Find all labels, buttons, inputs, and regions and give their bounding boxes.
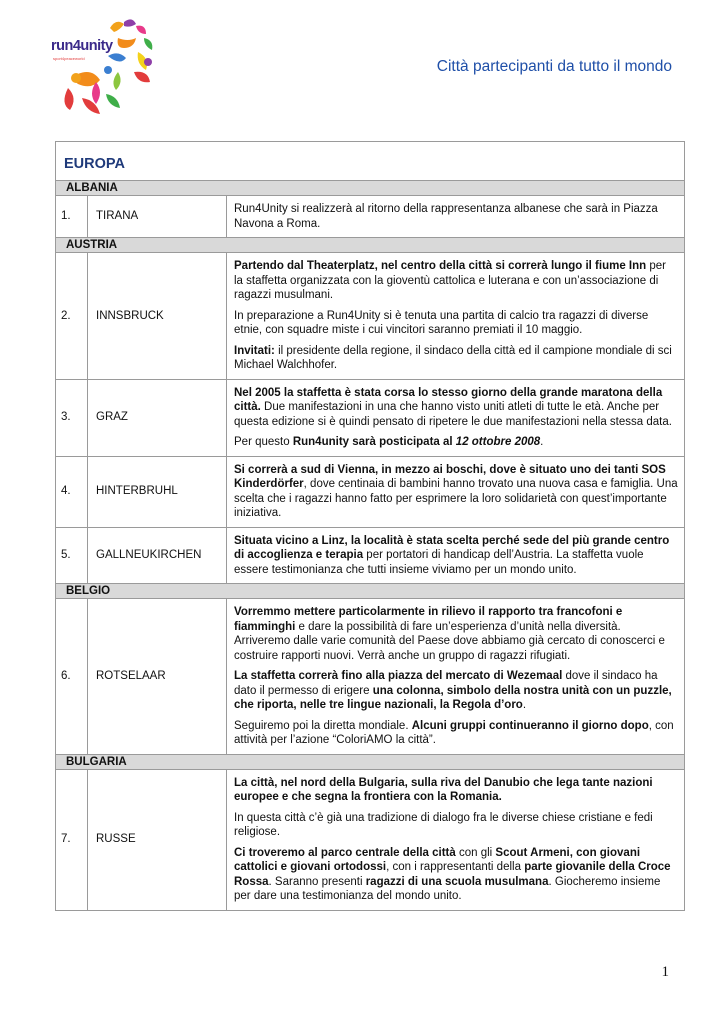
description-text: Alcuni gruppi continueranno il giorno dopo: [411, 719, 649, 732]
description-text: .: [540, 436, 544, 448]
city-number: 5.: [56, 527, 88, 584]
page-title: Città partecipanti da tutto il mondo: [436, 58, 672, 75]
city-description: [227, 379, 685, 456]
description-paragraph: [234, 386, 678, 430]
description-text: ragazzi di una scuola musulmana: [365, 875, 549, 888]
city-description: [227, 527, 685, 584]
description-text: La città, nel nord della Bulgaria, sulla riva del Danubio che lega tante nazioni europee e che segna la frontiera con la Romania.: [234, 776, 653, 803]
description-paragraph: [234, 344, 678, 373]
description-text: In questa città c’è già una tradizione di dialogo fra le diverse chiese cristiane e fedi religiose.: [234, 811, 653, 838]
description-text: Seguiremo poi la diretta mondiale.: [234, 719, 412, 732]
description-text: Invitati:: [234, 344, 275, 357]
description-paragraph: [234, 309, 678, 338]
region-row: [56, 142, 685, 181]
description-paragraph: [234, 534, 678, 578]
city-number: 2.: [56, 253, 88, 380]
city-row: [56, 456, 685, 527]
logo-subtitle: sport4peaceworld: [53, 56, 85, 61]
description-text: Run4unity sarà posticipata al: [292, 436, 456, 448]
country-heading: ALBANIA: [56, 181, 685, 196]
city-row: [56, 769, 685, 910]
city-name: TIRANA: [88, 196, 227, 238]
description-text: , con attività per l’azione “ColoriAMO la città”.: [234, 719, 674, 746]
description-text: una colonna, simbolo della nostra unità con un puzzle, che riporta, nelle tre lingue nazionali, la Regola d’oro: [234, 684, 672, 711]
region-heading: EUROPA: [56, 142, 685, 181]
description-paragraph: [234, 435, 678, 450]
description-text: il presidente della regione, il sindaco della città ed il campione mondiale di sci Michael Walchhofer.: [234, 344, 672, 371]
description-paragraph: [234, 202, 678, 231]
city-number: 1.: [56, 196, 88, 238]
description-paragraph: [234, 259, 678, 303]
description-text: e dare la possibilità di fare un’esperienza d’unità nella diversità. Arriveremo dalle varie comunità del Paese dove abbiamo già cercato di conoscerci e costruire rapporti nuovi. Verrà anche un gruppo di ragazzi rifugiati.: [234, 620, 665, 662]
cities-table-body: [56, 142, 685, 911]
city-name: GRAZ: [88, 379, 227, 456]
country-row: [56, 754, 685, 769]
description-text: La staffetta correrà fino alla piazza del mercato di Wezemaal: [234, 670, 563, 682]
city-name: ROTSELAAR: [88, 599, 227, 755]
city-number: 6.: [56, 599, 88, 755]
city-row: [56, 253, 685, 380]
city-description: [227, 456, 685, 527]
country-heading: BELGIO: [56, 584, 685, 599]
city-number: 4.: [56, 456, 88, 527]
runners-logo-icon: [48, 16, 163, 120]
description-text: . Giocheremo insieme per dare una testimonianza del mondo unito.: [234, 875, 661, 902]
country-heading: AUSTRIA: [56, 238, 685, 253]
city-description: [227, 769, 685, 910]
description-text: Per questo: [234, 436, 293, 448]
city-row: [56, 599, 685, 755]
city-name: GALLNEUKIRCHEN: [88, 527, 227, 584]
country-row: [56, 181, 685, 196]
country-heading: BULGARIA: [56, 754, 685, 769]
description-text: , dove centinaia di bambini hanno trovato una nuova casa e famiglia. Una scelta che i ragazzi hanno fatto per esprimere la loro solidarietà con quest’importante iniziativa.: [234, 478, 678, 519]
description-text: Ci troveremo al parco centrale della città: [234, 846, 456, 859]
description-paragraph: [234, 463, 678, 521]
city-number: 3.: [56, 379, 88, 456]
description-text: Vorremmo mettere particolarmente in rilievo il rapporto tra francofoni e fiamminghi: [234, 606, 623, 633]
city-description: [227, 196, 685, 238]
description-paragraph: [234, 669, 678, 713]
description-text: Due manifestazioni in una che hanno visto uniti atleti di tutte le età. Anche per questa edizione si è quindi pensato di ripetere le due manifestazioni nella stessa data.: [234, 401, 672, 428]
run4unity-logo: [48, 16, 163, 120]
logo-wordmark: run4unity: [51, 38, 113, 54]
cities-table: [55, 141, 685, 911]
city-name: HINTERBRUHL: [88, 456, 227, 527]
city-row: [56, 379, 685, 456]
city-row: [56, 527, 685, 584]
description-text: parte giovanile della Croce Rossa: [234, 861, 671, 888]
city-row: [56, 196, 685, 238]
description-paragraph: [234, 605, 678, 663]
city-description: [227, 599, 685, 755]
description-text: Scout Armeni, con giovani cattolici e giovani ortodossi: [234, 846, 641, 873]
description-text: Si correrà a sud di Vienna, in mezzo ai boschi, dove è situato uno dei tanti SOS Kinderdörfer: [234, 463, 666, 490]
description-text: Partendo dal Theaterplatz, nel centro della città si correrà lungo il fiume Inn: [234, 260, 647, 272]
description-text: con gli: [455, 846, 496, 859]
description-text: .: [522, 699, 527, 711]
description-text: per portatori di handicap dell’Austria. La staffetta vuole essere testimonianza che tutti insieme viviamo per un mondo unito.: [234, 549, 644, 576]
city-name: RUSSE: [88, 769, 227, 910]
city-description: [227, 253, 685, 380]
country-row: [56, 584, 685, 599]
description-text: Run4Unity si realizzerà al ritorno della rappresentanza albanese che sarà in Piazza Navona a Roma.: [234, 203, 658, 230]
page-number: 1: [661, 964, 669, 980]
city-number: 7.: [56, 769, 88, 910]
city-name: INNSBRUCK: [88, 253, 227, 380]
description-text: per la staffetta organizzata con la gioventù cattolica e luterana e con un’associazione di ragazzi musulmani.: [234, 260, 666, 301]
description-text: dove il sindaco ha dato il permesso di erigere: [234, 670, 658, 697]
description-paragraph: [234, 846, 678, 904]
description-text: Situata vicino a Linz, la località è stata scelta perché sede del più grande centro di accoglienza e terapia: [234, 534, 670, 561]
description-paragraph: [234, 811, 678, 840]
description-text: , con i rappresentanti della: [386, 861, 525, 873]
description-text: . Saranno presenti: [268, 875, 366, 888]
country-row: [56, 238, 685, 253]
description-paragraph: [234, 776, 678, 805]
description-paragraph: [234, 719, 678, 748]
description-text: 12 ottobre 2008: [455, 436, 541, 448]
description-text: Nel 2005 la staffetta è stata corsa lo stesso giorno della grande maratona della città.: [234, 386, 663, 413]
description-text: In preparazione a Run4Unity si è tenuta una partita di calcio tra ragazzi di diverse etnie, con squadre miste i cui vincitori saranno premiati il 10 maggio.: [234, 309, 649, 336]
